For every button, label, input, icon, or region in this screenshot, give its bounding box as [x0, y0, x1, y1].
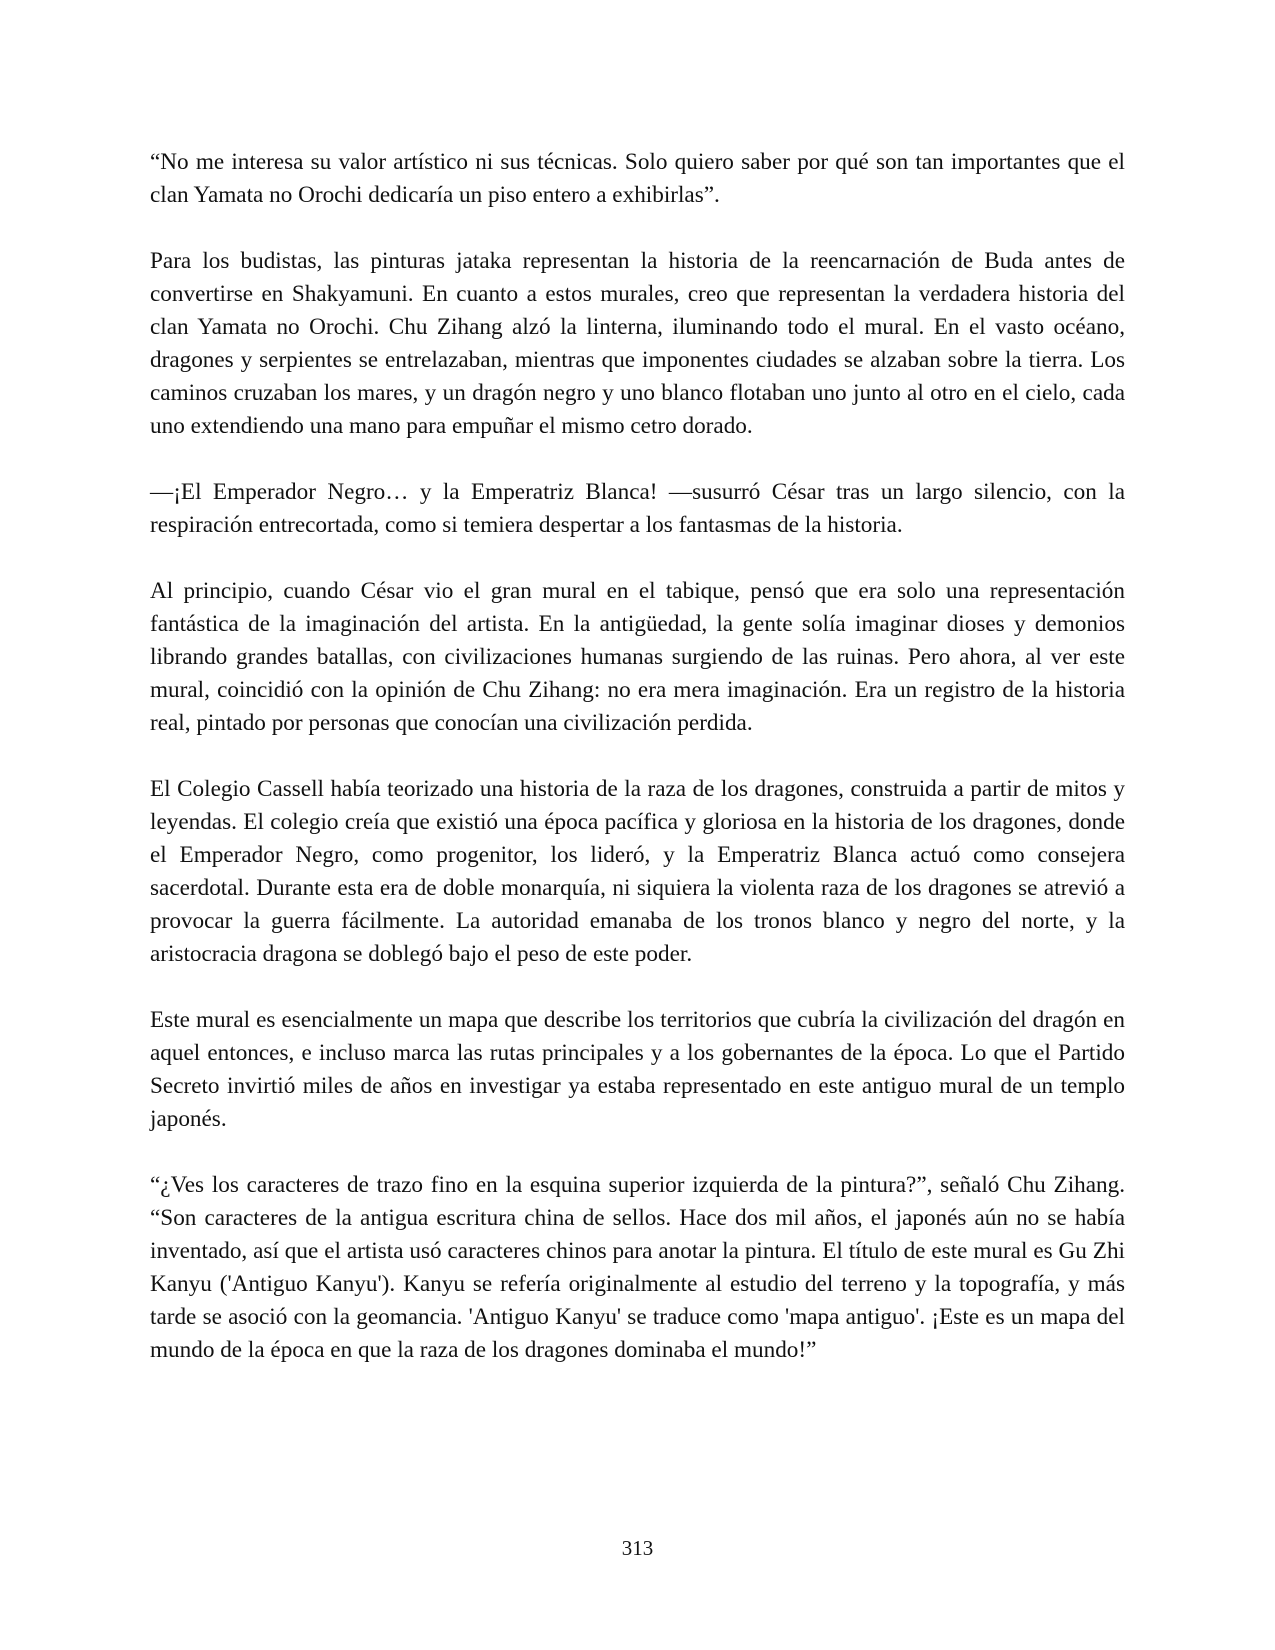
paragraph-4: Al principio, cuando César vio el gran mural en el tabique, pensó que era solo una representación fantástica de la imaginación del artista. En la antigüedad, la gente solía imaginar dioses y demonios librando grandes batallas, con civilizaciones humanas surgiendo de las ruinas. Pero ahora, al ver este mural, coincidió con la opinión de Chu Zihang: no era mera imaginación. Era un registro de la historia real, pintado por personas que conocían una civilización perdida.: [150, 578, 1125, 736]
paragraph-5: El Colegio Cassell había teorizado una historia de la raza de los dragones, construida a partir de mitos y leyendas. El colegio creía que existió una época pacífica y gloriosa en la historia de los dragones, donde el Emperador Negro, como progenitor, los lideró, y la Emperatriz Blanca actuó como consejera sacerdotal. Durante esta era de doble monarquía, ni siquiera la violenta raza de los dragones se atrevió a provocar la guerra fácilmente. La autoridad emanaba de los tronos blanco y negro del norte, y la aristocracia dragona se doblegó bajo el peso de este poder.: [150, 776, 1125, 967]
paragraph-1: “No me interesa su valor artístico ni sus técnicas. Solo quiero saber por qué son tan importantes que el clan Yamata no Orochi dedicaría un piso entero a exhibirlas”.: [150, 149, 1125, 208]
paragraph-6: Este mural es esencialmente un mapa que describe los territorios que cubría la civilización del dragón en aquel entonces, e incluso marca las rutas principales y a los gobernantes de la época. Lo que el Partido Secreto invirtió miles de años en investigar ya estaba representado en este antiguo mural de un templo japonés.: [150, 1007, 1125, 1132]
body-text: [150, 146, 1125, 1367]
paragraph-3: —¡El Emperador Negro… y la Emperatriz Blanca! —susurró César tras un largo silencio, con la respiración entrecortada, como si temiera despertar a los fantasmas de la historia.: [150, 479, 1125, 538]
paragraph-2: Para los budistas, las pinturas jataka representan la historia de la reencarnación de Buda antes de convertirse en Shakyamuni. En cuanto a estos murales, creo que representan la verdadera historia del clan Yamata no Orochi. Chu Zihang alzó la linterna, iluminando todo el mural. En el vasto océano, dragones y serpientes se entrelazaban, mientras que imponentes ciudades se alzaban sobre la tierra. Los caminos cruzaban los mares, y un dragón negro y uno blanco flotaban uno junto al otro en el cielo, cada uno extendiendo una mano para empuñar el mismo cetro dorado.: [150, 248, 1125, 439]
page-number: 313: [621, 1536, 654, 1560]
paragraph-7: “¿Ves los caracteres de trazo fino en la esquina superior izquierda de la pintura?”, señaló Chu Zihang. “Son caracteres de la antigua escritura china de sellos. Hace dos mil años, el japonés aún no se había inventado, así que el artista usó caracteres chinos para anotar la pintura. El título de este mural es Gu Zhi Kanyu ('Antiguo Kanyu'). Kanyu se refería originalmente al estudio del terreno y la topografía, y más tarde se asoció con la geomancia. 'Antiguo Kanyu' se traduce como 'mapa antiguo'. ¡Este es un mapa del mundo de la época en que la raza de los dragones dominaba el mundo!”: [150, 1172, 1125, 1363]
